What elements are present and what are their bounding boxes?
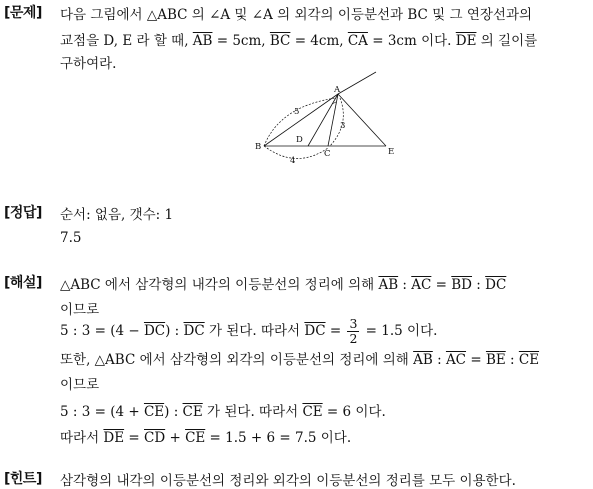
- triangle-figure: [250, 68, 410, 168]
- side-ac: [328, 94, 338, 146]
- explanation-line-3: 5 : $3 = (4 - \overline{DC})$ : $\overline{DC}$ 가 된다. 따라서 $\overline{DC}$ = $\frac{3}{2}$ = 1.5 이다.: [60, 316, 438, 346]
- problem-line-1: 다음 그림에서 △ABC 의 ∠A 및 ∠A 의 외각의 이등분선과 BC 및 그 연장선과의: [60, 7, 533, 23]
- answer-label: [정답]: [4, 205, 42, 221]
- explanation-line-1: △ABC 에서 삼각형의 내각의 이등분선의 정리에 의해 $\overline{AB}$ : $\overline{AC} = \overline{BD}$ : $\overline{DC}$: [60, 277, 507, 293]
- explanation-line-6: 5 : $3 = (4 + \overline{CE})$ : $\overline{CE}$ 가 된다. 따라서 $\overline{CE} = 6$ 이다.: [60, 404, 386, 420]
- hint-line-1: 삼각형의 내각의 이등분선의 정리와 외각의 이등분선의 정리를 모두 이용한다.: [60, 473, 516, 489]
- explanation-label: [해설]: [4, 275, 42, 291]
- length-ab: 5: [294, 107, 300, 117]
- label-d: D: [296, 135, 303, 145]
- exterior-extension: [338, 72, 376, 94]
- label-a: A: [334, 85, 341, 95]
- explanation-line-2: 이므로: [60, 302, 100, 318]
- answer-line-2: 7.5: [60, 230, 82, 246]
- label-c: C: [324, 149, 331, 159]
- arc-bc: [264, 146, 328, 159]
- explanation-line-4: 또한, △ABC 에서 삼각형의 외각의 이등분선의 정리에 의해 $\overline{AB}$ : $\overline{AC} = \overline{BE}$ : $\overline{CE}$: [60, 352, 540, 368]
- fraction-3-2: $\frac{3}{2}$: [349, 316, 358, 346]
- label-e: E: [388, 147, 395, 157]
- answer-line-1: 순서: 없음, 갯수: 1: [60, 207, 174, 223]
- length-bc: 4: [290, 156, 296, 166]
- problem-line-3: 구하여라.: [60, 56, 117, 72]
- explanation-line-5: 이므로: [60, 377, 100, 393]
- hint-label: [힌트]: [4, 471, 42, 487]
- problem-line-2: 교점을 D, E 라 할 때, $\overline{AB} = 5cm$, $\overline{BC} = 4cm$, $\overline{CA} = 3cm$ 이다. $\overline{DE}$ 의 길이를: [60, 33, 538, 49]
- length-ca: 3: [340, 121, 346, 131]
- problem-label: [문제]: [4, 5, 42, 21]
- explanation-line-7: 따라서 $\overline{DE} = \overline{CD} + \overline{CE} = 1.5 + 6 = 7.5$ 이다.: [60, 430, 352, 446]
- exterior-bisector-line: [376, 72, 386, 146]
- label-b: B: [255, 142, 262, 152]
- exterior-bisector-ray: [338, 94, 386, 146]
- interior-bisector: [308, 94, 338, 146]
